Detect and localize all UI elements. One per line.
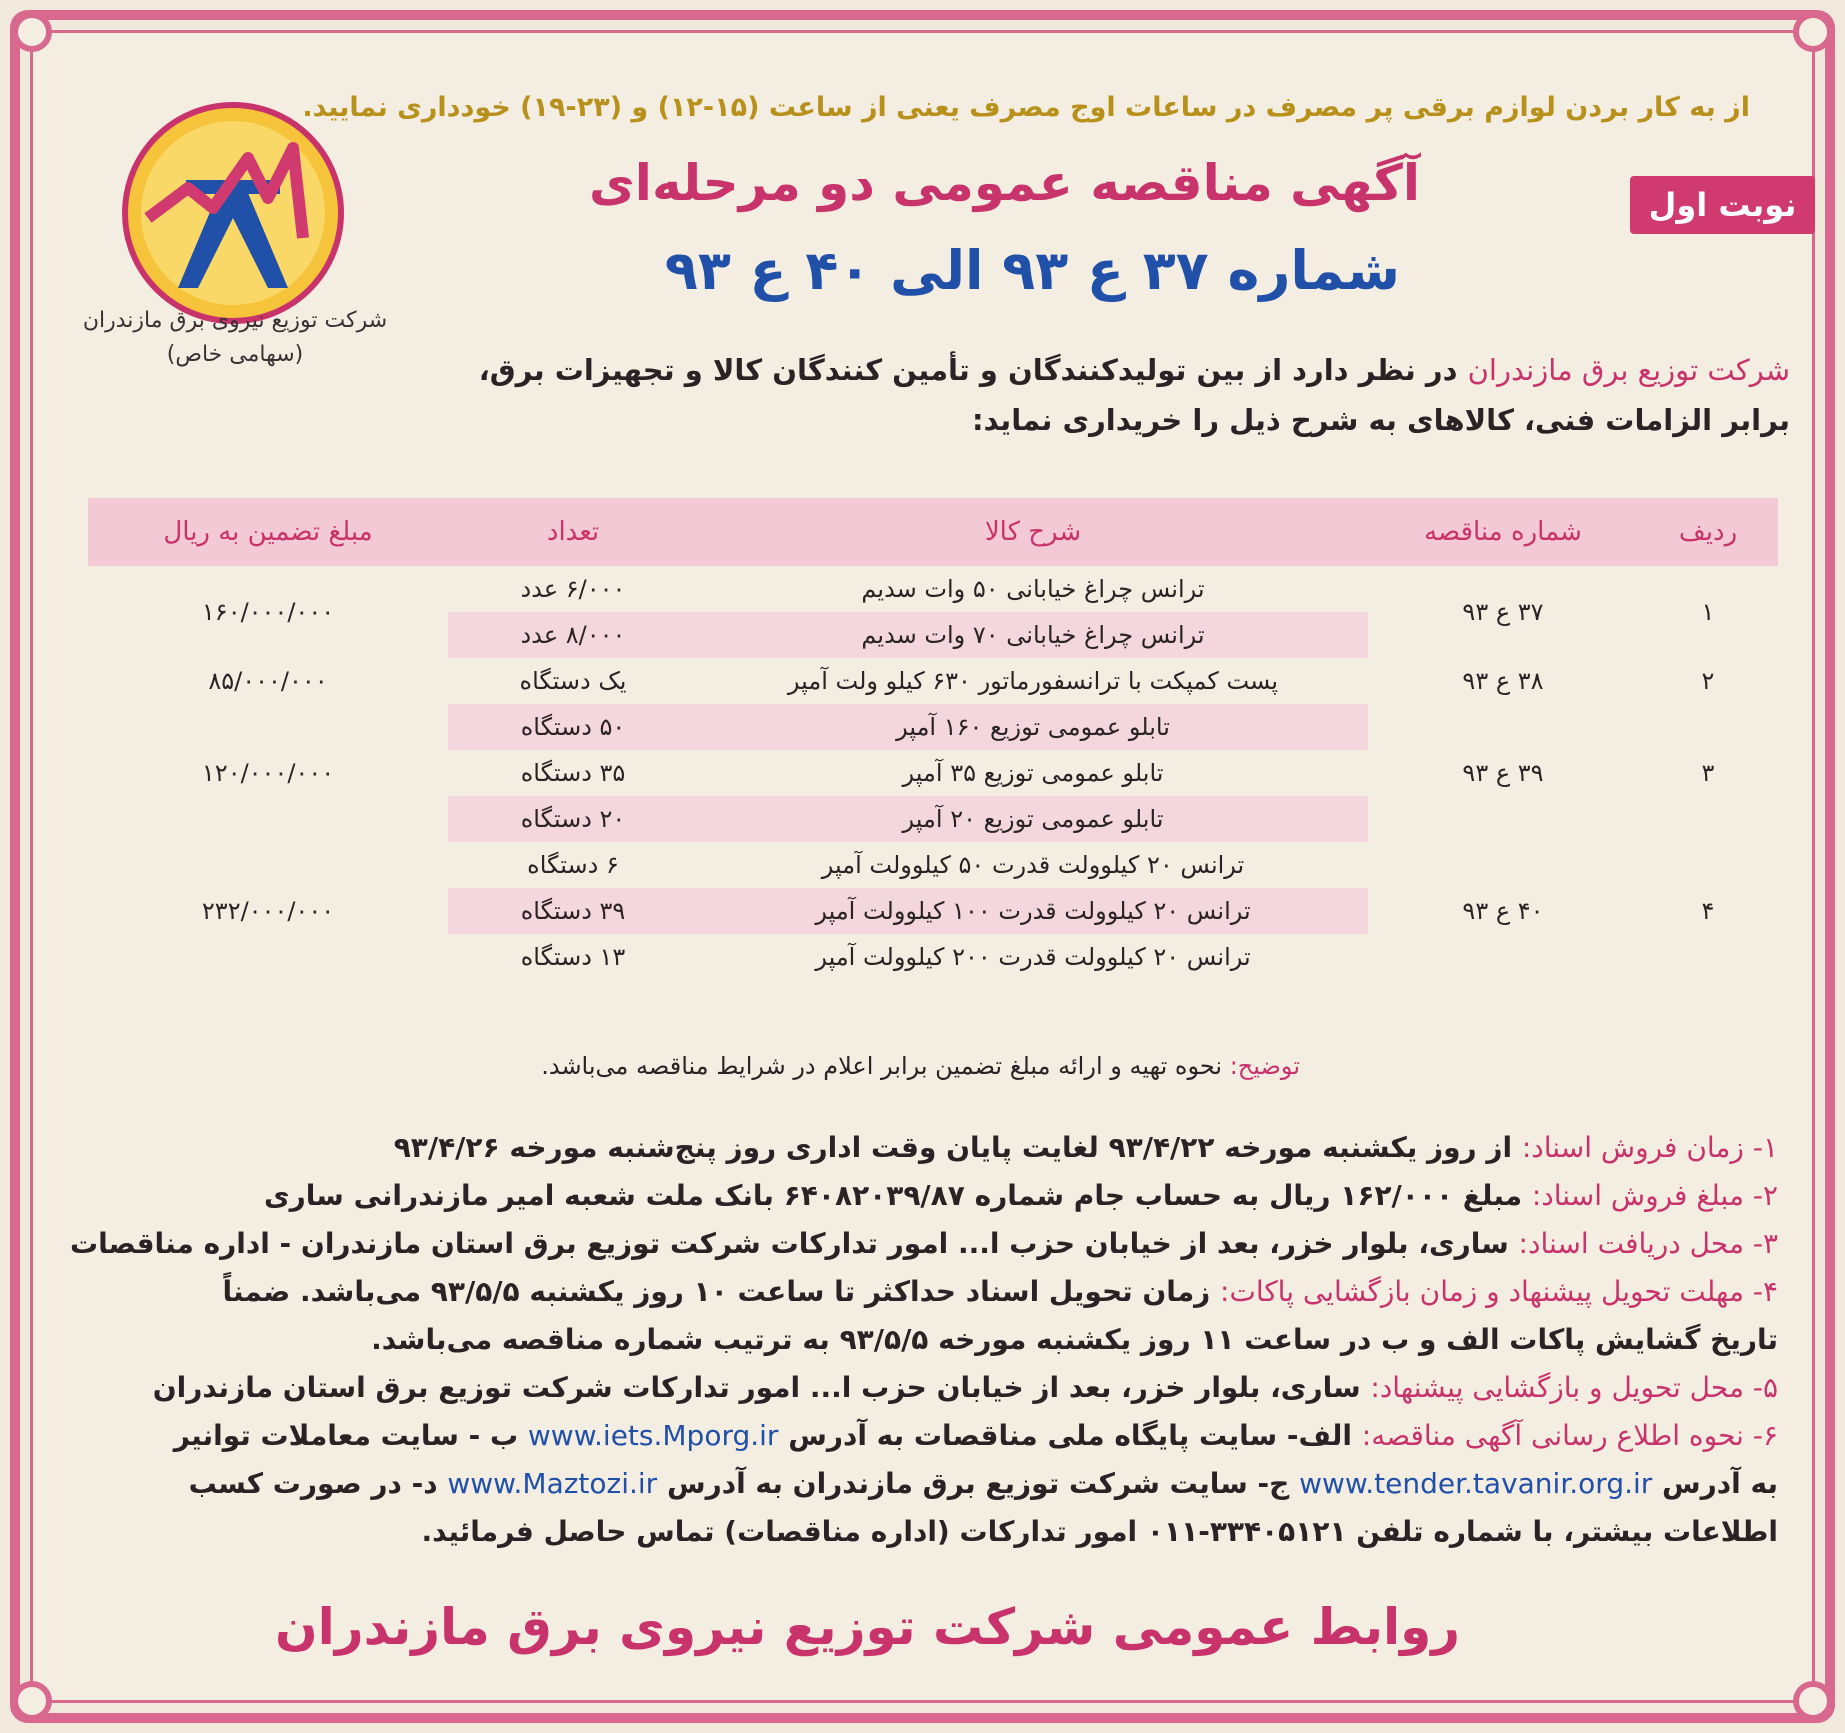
cell-description: ترانس ۲۰ کیلوولت قدرت ۲۰۰ کیلوولت آمپر <box>815 943 1251 971</box>
header-description: شرح کالا <box>698 498 1368 566</box>
cell-quantity: ۱۳ دستگاه <box>520 943 626 971</box>
corner-ornament <box>12 1681 52 1721</box>
corner-ornament <box>1793 12 1833 52</box>
table-row <box>88 566 1778 612</box>
condition-label: ۶- نحوه اطلاع رسانی آگهی مناقصه: <box>1361 1419 1778 1452</box>
condition-label: ۲- مبلغ فروش اسناد: <box>1531 1179 1778 1212</box>
cell-description: ترانس ۲۰ کیلوولت قدرت ۵۰ کیلوولت آمپر <box>821 851 1245 879</box>
cell-guarantee: ۸۵/۰۰۰/۰۰۰ <box>208 667 328 695</box>
logo-company-type: (سهامی خاص) <box>166 342 304 367</box>
url-tavanir[interactable]: www.tender.tavanir.org.ir <box>1299 1467 1653 1500</box>
table-row <box>88 658 1778 704</box>
url-iets[interactable]: www.iets.Mporg.ir <box>527 1419 779 1452</box>
intro-company: شرکت توزیع برق مازندران <box>1467 353 1790 387</box>
condition-label: ۴- مهلت تحویل پیشنهاد و زمان بازگشایی پاکات: <box>1220 1275 1778 1308</box>
condition-continuation <box>55 1460 1778 1508</box>
condition-text: زمان تحویل اسناد حداکثر تا ساعت ۱۰ روز یکشنبه ۹۳/۵/۵ می‌باشد. ضمناً <box>222 1275 1211 1308</box>
cell-quantity: ۶ دستگاه <box>527 851 619 879</box>
footer-signature: روابط عمومی شرکت توزیع نیروی برق مازندران <box>275 1598 1460 1656</box>
condition-text: ساری، بلوار خزر، بعد از خیابان حزب ا... امور تدارکات شرکت توزیع برق استان مازندران <box>152 1371 1361 1404</box>
header-quantity: تعداد <box>448 498 698 566</box>
note-text: نحوه تهیه و ارائه مبلغ تضمین برابر اعلام در شرایط مناقصه می‌باشد. <box>541 1052 1223 1080</box>
cell-row-number: ۴ <box>1701 897 1715 925</box>
condition-item <box>55 1412 1778 1460</box>
conditions-list <box>55 1124 1778 1556</box>
header-guarantee: مبلغ تضمین به ریال <box>88 498 448 566</box>
condition-item <box>55 1268 1778 1316</box>
cell-description: ترانس چراغ خیابانی ۷۰ وات سدیم <box>698 612 1368 658</box>
cell-description: ترانس ۲۰ کیلوولت قدرت ۱۰۰ کیلوولت آمپر <box>698 888 1368 934</box>
page-title: آگهی مناقصه عمومی دو مرحله‌ای <box>588 154 1420 212</box>
condition-text: ج- سایت شرکت توزیع برق مازندران به آدرس <box>666 1467 1290 1500</box>
condition-label: ۳- محل دریافت اسناد: <box>1518 1227 1778 1260</box>
url-maztozi[interactable]: www.Maztozi.ir <box>447 1467 658 1500</box>
logo-company-name: شرکت توزیع نیروی برق مازندران <box>82 308 388 333</box>
condition-text: ب - سایت معاملات توانیر <box>173 1419 519 1452</box>
cell-quantity: ۳۵ دستگاه <box>520 759 626 787</box>
table-row <box>88 842 1778 888</box>
cell-description: تابلو عمومی توزیع ۱۶۰ آمپر <box>698 704 1368 750</box>
tender-table <box>88 498 1778 980</box>
condition-text: د- در صورت کسب <box>188 1467 438 1500</box>
energy-warning: از به کار بردن لوازم برقی پر مصرف در ساعات اوج مصرف یعنی از ساعت (۱۵-۱۲) و (۲۳-۱۹) خودداری نمایید. <box>302 92 1750 123</box>
condition-text: مبلغ ۱۶۲/۰۰۰ ریال به حساب جام شماره ۶۴۰۸۲۰۳۹/۸۷ بانک ملت شعبه امیر مازندرانی ساری <box>264 1179 1523 1212</box>
table-header-row <box>88 498 1778 566</box>
condition-continuation: تاریخ گشایش پاکات الف و ب در ساعت ۱۱ روز یکشنبه مورخه ۹۳/۵/۵ به ترتیب شماره مناقصه می‌باشد. <box>371 1323 1778 1356</box>
intro-line1: در نظر دارد از بین تولیدکنندگان و تأمین کنندگان کالا و تجهیزات برق، <box>478 353 1458 387</box>
condition-text: الف- سایت پایگاه ملی مناقصات به آدرس <box>788 1419 1353 1452</box>
cell-guarantee: ۱۶۰/۰۰۰/۰۰۰ <box>201 598 335 626</box>
cell-description: ترانس چراغ خیابانی ۵۰ وات سدیم <box>861 575 1205 603</box>
cell-quantity: ۳۹ دستگاه <box>448 888 698 934</box>
cell-description: پست کمپکت با ترانسفورماتور ۶۳۰ کیلو ولت آمپر <box>787 667 1279 695</box>
company-logo-icon <box>118 98 348 328</box>
cell-quantity: ۵۰ دستگاه <box>448 704 698 750</box>
cell-tender-number: ۳۸ ع ۹۳ <box>1462 667 1544 695</box>
cell-description: تابلو عمومی توزیع ۲۰ آمپر <box>698 796 1368 842</box>
table-note <box>420 1046 1300 1086</box>
tender-numbers: شماره ۳۷ ع ۹۳ الی ۴۰ ع ۹۳ <box>664 239 1400 302</box>
intro-paragraph <box>260 345 1790 445</box>
condition-text: به آدرس <box>1662 1467 1778 1500</box>
cell-row-number: ۳ <box>1701 759 1715 787</box>
condition-text: ساری، بلوار خزر، بعد از خیابان حزب ا... امور تدارکات شرکت توزیع برق استان مازندران - اداره مناقصات <box>69 1227 1509 1260</box>
intro-line2: برابر الزامات فنی، کالاهای به شرح ذیل را خریداری نماید: <box>971 403 1790 437</box>
cell-tender-number: ۳۷ ع ۹۳ <box>1462 598 1544 626</box>
condition-item <box>55 1172 1778 1220</box>
cell-quantity: ۸/۰۰۰ عدد <box>448 612 698 658</box>
cell-guarantee: ۲۳۲/۰۰۰/۰۰۰ <box>201 897 335 925</box>
cell-row-number: ۲ <box>1701 667 1715 695</box>
cell-guarantee: ۱۲۰/۰۰۰/۰۰۰ <box>201 759 335 787</box>
cell-tender-number: ۴۰ ع ۹۳ <box>1462 897 1544 925</box>
cell-quantity: یک دستگاه <box>519 667 627 695</box>
header-row-number: ردیف <box>1638 498 1778 566</box>
header-tender-number: شماره مناقصه <box>1368 498 1638 566</box>
first-round-badge: نوبت اول <box>1630 176 1815 234</box>
cell-quantity: ۲۰ دستگاه <box>448 796 698 842</box>
note-label: توضیح: <box>1229 1052 1300 1080</box>
condition-label: ۱- زمان فروش اسناد: <box>1521 1131 1778 1164</box>
condition-continuation: اطلاعات بیشتر، با شماره تلفن ۳۳۴۰۵۱۲۱-۰۱۱ امور تدارکات (اداره مناقصات) تماس حاصل فرمائید. <box>421 1515 1778 1548</box>
table-row <box>88 704 1778 750</box>
cell-description: تابلو عمومی توزیع ۳۵ آمپر <box>902 759 1164 787</box>
condition-text: از روز یکشنبه مورخه ۹۳/۴/۲۲ لغایت پایان وقت اداری روز پنج‌شنبه مورخه ۹۳/۴/۲۶ <box>393 1131 1513 1164</box>
corner-ornament <box>1793 1681 1833 1721</box>
condition-item <box>55 1220 1778 1268</box>
corner-ornament <box>12 12 52 52</box>
cell-tender-number: ۳۹ ع ۹۳ <box>1462 759 1544 787</box>
condition-label: ۵- محل تحویل و بازگشایی پیشنهاد: <box>1370 1371 1778 1404</box>
cell-row-number: ۱ <box>1701 598 1715 626</box>
condition-item <box>55 1364 1778 1412</box>
condition-item <box>55 1124 1778 1172</box>
cell-quantity: ۶/۰۰۰ عدد <box>520 575 626 603</box>
